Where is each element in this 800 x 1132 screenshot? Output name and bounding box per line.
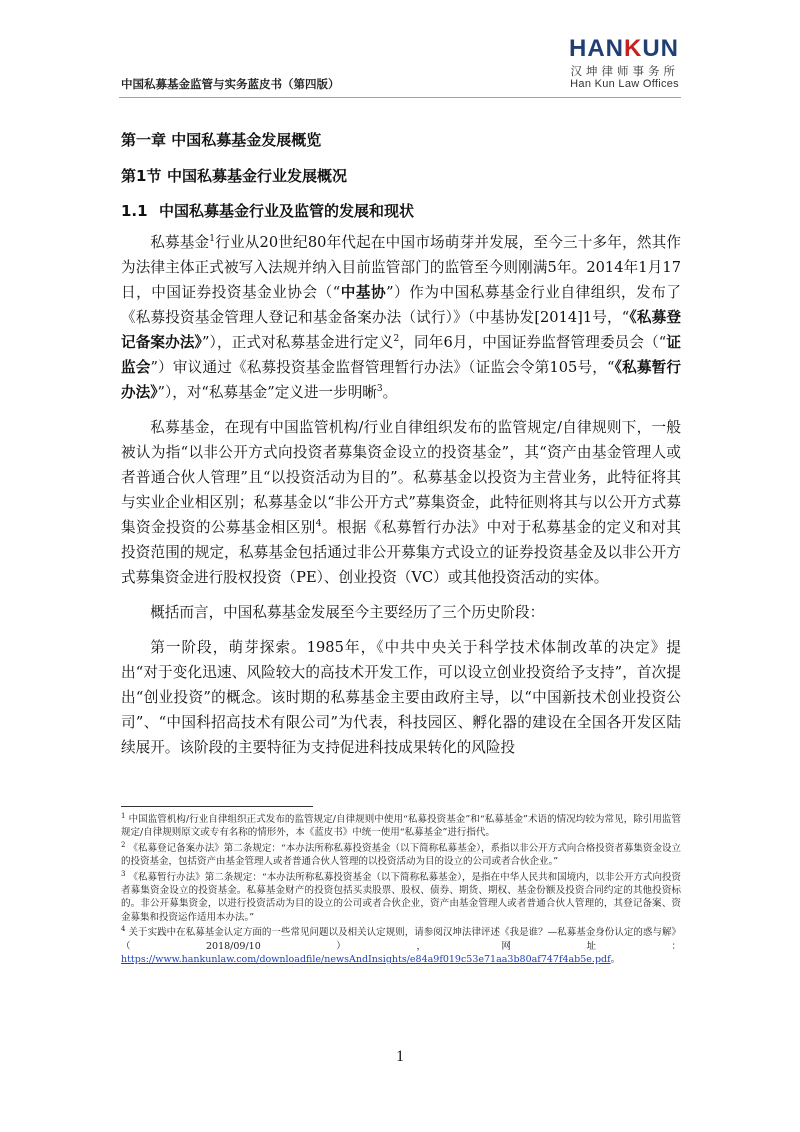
paragraph-1: 私募基金$^1$行业从20世纪80年代起在中国市场萌芽并发展，至今三十多年，然其作为法律主体正式被写入法规并纳入目前监管部门的监管至今则刚满5年。2014年1月17日，中国证券投资基金业协会（“中基协”）作为中国私募基金行业自律组织，发布了《私募投资基金管理人登记和基金备案办法（试行）》（中基协发[2014]1号，“《私募登记备案办法》”），正式对私募基金进行定义$^2$，同年6月，中国证券监督管理委员会（“证监会”）审议通过《私募投资基金监督管理暂行办法》（证监会令第105号，“《私募暂行办法》”），对“私募基金”定义进一步明晰$^3$。 <box>121 234 681 401</box>
body-text <box>121 230 681 770</box>
hankun-logo <box>561 36 679 91</box>
logo-wordmark: HANKUN <box>568 35 679 62</box>
section-heading <box>121 165 347 186</box>
subsection-number: 1.1 <box>121 202 148 220</box>
footnote-3: $^3$ 《私募暂行办法》第二条规定：“本办法所称私募投资基金（以下简称私募基金），是指在中华人民共和国境内，以非公开方式向投资者募集资金设立的投资基金。私募基金财产的投资包括买卖股票、股权、债券、期货、期权、基金份额及投资合同约定的其他投资标的。非公开募集资金，以进行投资活动为目的设立的公司或者合伙企业，资产由基金管理人或者普通合伙人管理的，其登记备案、资金募集和投资运作适用本办法。” <box>121 869 681 923</box>
footnote-4: $^4$ 关于实践中在私募基金认定方面的一些常见问题以及相关认定规则，请参阅汉坤法律评述《我是谁？—私募基金身份认定的惑与解》（2018/09/10），网址：https://www.hankunlaw.com/downloadfile/newsAndInsights/e84a9f019c53e71aa3b80af747f4ab5e.pdf。 <box>121 925 681 966</box>
book-title: 中国私募基金监管与实务蓝皮书（第四版） <box>121 77 340 91</box>
footnote-1: $^1$ 中国监管机构/行业自律组织正式发布的监管规定/自律规则中使用“私募投资基金”和“私募基金”术语的情况均较为常见，除引用监管规定/自律规则原文或专有名称的情形外，本《蓝皮书》中统一使用“私募基金”进行指代。 <box>121 811 681 839</box>
footnote-4-link[interactable]: https://www.hankunlaw.com/downloadfile/newsAndInsights/e84a9f019c53e71aa3b80af747f4ab5e.pdf <box>121 954 611 966</box>
footnote-2: $^2$ 《私募登记备案办法》第二条规定：“本办法所称私募投资基金（以下简称私募基金），系指以非公开方式向合格投资者募集资金设立的投资基金，包括资产由基金管理人或者普通合伙人管理的以投资活动为目的设立的公司或者合伙企业。” <box>121 840 681 868</box>
section-title: 中国私募基金行业发展概况 <box>167 167 348 185</box>
paragraph-4: 第一阶段，萌芽探索。1985年，《中共中央关于科学技术体制改革的决定》提出“对于变化迅速、风险较大的高技术开发工作，可以设立创业投资给予支持”，首次提出“创业投资”的概念。该时期的私募基金主要由政府主导，以“中国新技术创业投资公司”、“中国科招高技术有限公司”为代表，科技园区、孵化器的建设在全国各开发区陆续展开。该阶段的主要特征为支持促进科技成果转化的风险投 <box>121 639 681 756</box>
paragraph-3: 概括而言，中国私募基金发展至今主要经历了三个历史阶段： <box>150 604 545 621</box>
paragraph-2: 私募基金，在现有中国监管机构/行业自律组织发布的监管规定/自律规则下，一般被认为指“以非公开方式向投资者募集资金设立的投资基金”，其“资产由基金管理人或者普通合伙人管理”且“以投资活动为目的”。私募基金以投资为主营业务，此特征将其与实业企业相区别；私募基金以“非公开方式”募集资金，此特征则将其与以公开方式募集资金投资的公募基金相区别$^4$。根据《私募暂行办法》中对于私募基金的定义和对其投资范围的规定，私募基金包括通过非公开募集方式设立的证券投资基金及以非公开方式募集资金进行股权投资（PE）、创业投资（VC）或其他投资活动的实体。 <box>121 419 681 586</box>
subsection-title: 中国私募基金行业及监管的发展和现状 <box>159 202 415 220</box>
footnote-ref-1[interactable]: 1 <box>209 234 216 245</box>
footnote-ref-4[interactable]: 4 <box>315 519 322 530</box>
logo-english-name: Han Kun Law Offices <box>570 78 679 90</box>
page-number: 1 <box>396 1048 404 1065</box>
logo-chinese-name: 汉坤律师事务所 <box>570 64 679 78</box>
footnote-ref-2[interactable]: 2 <box>393 334 400 345</box>
section-number: 第1节 <box>121 167 162 185</box>
subsection-heading <box>121 200 414 221</box>
footnote-divider <box>121 806 313 807</box>
header-divider <box>119 97 681 98</box>
footnotes <box>121 813 681 968</box>
footnote-ref-3[interactable]: 3 <box>376 384 383 395</box>
chapter-heading: 第一章 中国私募基金发展概览 <box>121 131 322 149</box>
